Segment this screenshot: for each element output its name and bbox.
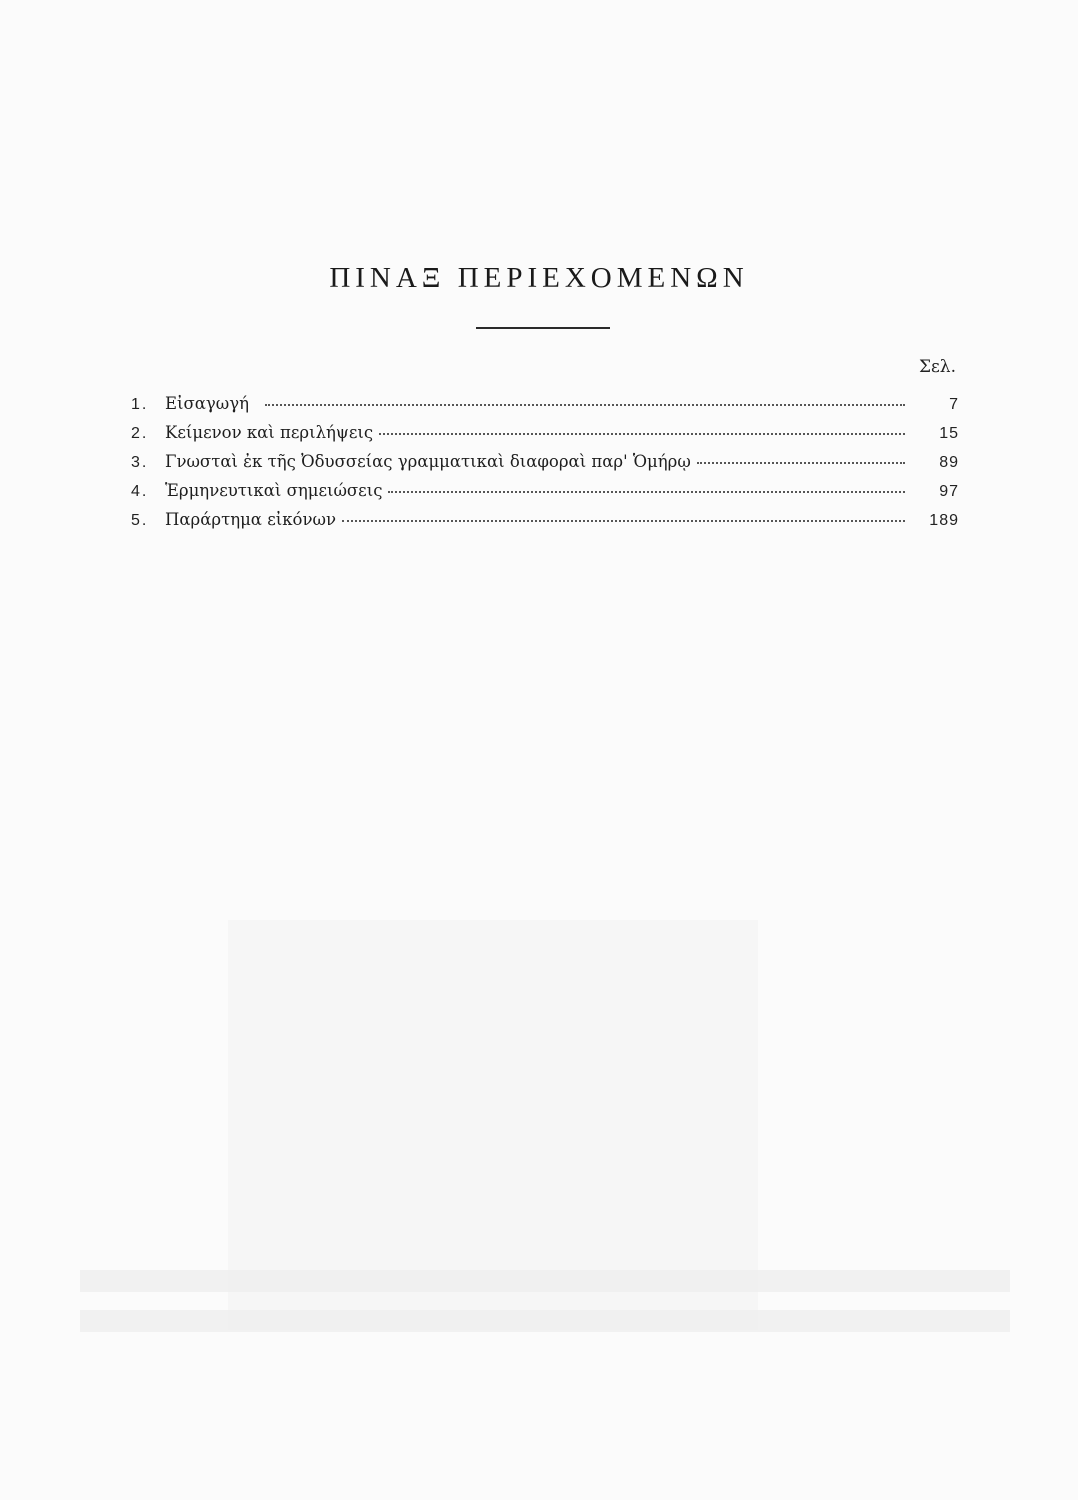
- page-column-label: Σελ.: [918, 357, 956, 377]
- toc-entry-title: Κείμενον καὶ περιλήψεις: [165, 423, 374, 442]
- dot-leader: [379, 419, 905, 435]
- toc-entry-number: 5.: [131, 512, 149, 529]
- title-divider: [476, 327, 610, 329]
- bleed-through-line: [80, 1270, 1010, 1292]
- dot-leader: [265, 390, 905, 406]
- toc-entry: [131, 509, 959, 538]
- toc-entry-number: 4.: [131, 483, 149, 500]
- toc-entry: [131, 393, 959, 422]
- toc-entry-number: 1.: [131, 396, 149, 413]
- toc-entry: [131, 422, 959, 451]
- toc-entry-page: 7: [949, 396, 959, 413]
- toc-entry-title: Ἑρμηνευτικαὶ σημειώσεις: [165, 481, 383, 500]
- bleed-through-image: [228, 920, 758, 1330]
- toc-entry-title: Παράρτημα εἰκόνων: [165, 510, 336, 529]
- toc-entry-title: Εἰσαγωγή: [165, 394, 249, 413]
- toc-entry-number: 3.: [131, 454, 149, 471]
- toc-entry-page: 97: [939, 483, 959, 500]
- toc-entry-number: 2.: [131, 425, 149, 442]
- toc-entry-title: Γνωσταὶ ἐκ τῆς Ὀδυσσείας γραμματικαὶ διαφοραὶ παρ' Ὁμήρῳ: [165, 452, 691, 471]
- dot-leader: [342, 506, 905, 522]
- dot-leader: [388, 477, 905, 493]
- toc-entry: [131, 451, 959, 480]
- table-of-contents: [131, 393, 959, 538]
- dot-leader: [697, 448, 905, 464]
- toc-entry-page: 189: [929, 512, 959, 529]
- bleed-through-line: [80, 1310, 1010, 1332]
- toc-entry: [131, 480, 959, 509]
- page-title: ΠΙΝΑΞ ΠΕΡΙΕΧΟΜΕΝΩΝ: [329, 262, 749, 294]
- toc-entry-page: 89: [939, 454, 959, 471]
- toc-entry-page: 15: [939, 425, 959, 442]
